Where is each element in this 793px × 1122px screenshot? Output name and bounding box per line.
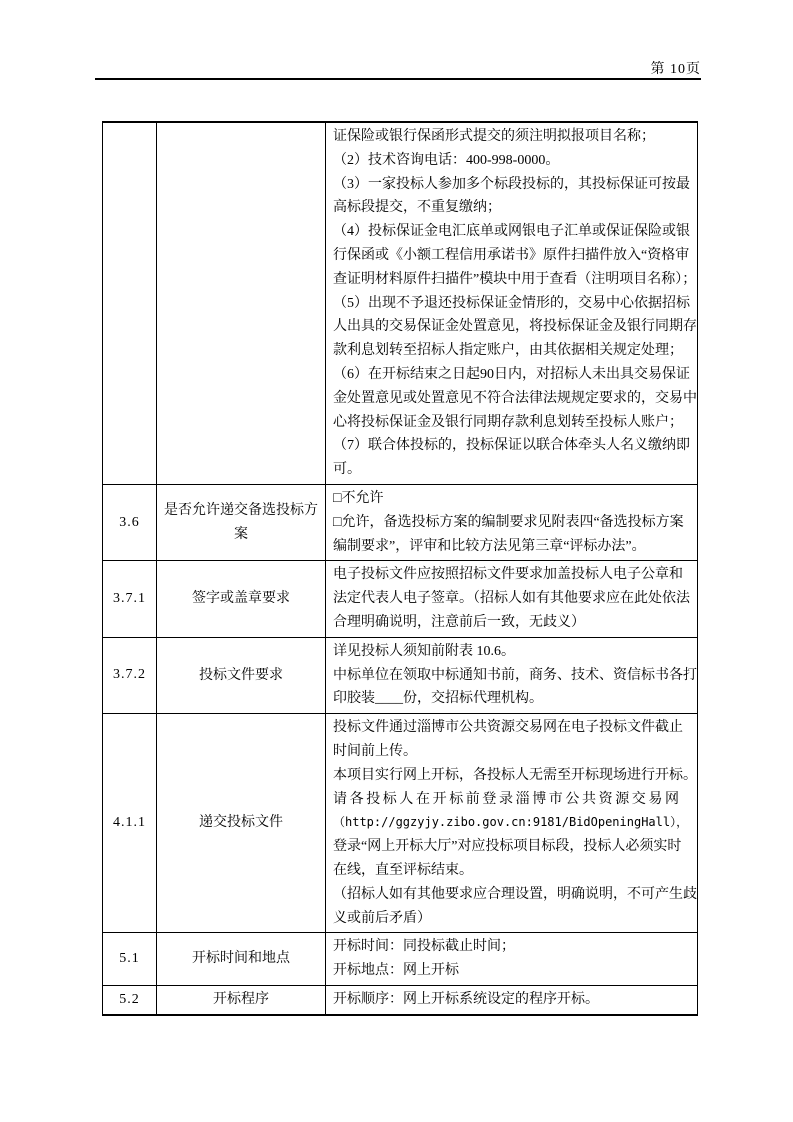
table-row [103, 560, 697, 636]
text-line: 在线，直至评标结束。 [333, 862, 473, 878]
header-rule [95, 78, 701, 80]
text-line: 投标文件通过淄博市公共资源交易网在电子投标文件截止 [333, 720, 683, 736]
text-line: 开标地点：网上开标 [333, 963, 459, 979]
text-line: 法定代表人电子签章。（招标人如有其他要求应在此处依法 [333, 591, 690, 607]
row-label: 签字或盖章要求 [157, 561, 326, 636]
text-line: 电子投标文件应按照招标文件要求加盖投标人电子公章和 [333, 567, 683, 583]
text-line: 合理明确说明，注意前后一致，无歧义） [333, 614, 585, 630]
text-line: （http://ggzyjy.zibo.gov.cn:9181/BidOpeningHall）， [333, 815, 689, 830]
text-line: 查证明材料原件扫描件”模块中用于查看（注明项目名称）； [333, 271, 697, 287]
checkbox-option-line: □允许，备选投标方案的编制要求见附表四“备选投标方案 [333, 514, 684, 530]
row-number: 5.1 [103, 933, 157, 985]
text-line: 请各投标人在开标前登录淄博市公共资源交易网 [333, 791, 682, 807]
row-label: 递交投标文件 [157, 714, 326, 932]
row-number: 4.1.1 [103, 714, 157, 932]
text-line: 高标段提交，不重复缴纳； [333, 200, 501, 216]
text-line: 证保险或银行保函形式提交的须注明拟报项目名称； [333, 129, 655, 144]
text-line: 编制要求”，评审和比较方法见第三章“评标办法”。 [333, 538, 646, 554]
row-content [326, 485, 697, 560]
text-line: 详见投标人须知前附表 10.6。 [333, 643, 515, 659]
row-content [326, 986, 697, 1014]
page-number: 第 10页 [650, 62, 701, 77]
text-line: 义或前后矛盾） [333, 910, 431, 926]
row-content [326, 123, 697, 484]
table-row [103, 123, 697, 484]
text-line: 开标时间：同投标截止时间； [333, 939, 515, 955]
text-line: 心将投标保证金及银行同期存款利息划转至投标人账户； [333, 414, 683, 430]
row-label: 开标时间和地点 [157, 933, 326, 985]
text-line: 印胶装____份，交招标代理机构。 [333, 691, 543, 707]
text-line: 本项目实行网上开标，各投标人无需至开标现场进行开标。 [333, 767, 697, 783]
text-line: （4）投标保证金电汇底单或网银电子汇单或保证保险或银 [333, 224, 690, 240]
text-line: 人出具的交易保证金处置意见，将投标保证金及银行同期存 [333, 319, 697, 335]
text-line: 登录“网上开标大厅”对应投标项目标段，投标人必须实时 [333, 839, 682, 855]
text-line: 款利息划转至招标人指定账户，由其依据相关规定处理； [333, 343, 683, 359]
text-line: （5）出现不予退还投标保证金情形的，交易中心依据招标 [333, 295, 690, 311]
text-line: 行保函或《小额工程信用承诺书》原件扫描件放入“资格审 [333, 247, 690, 263]
table-row [103, 932, 697, 985]
row-label: 投标文件要求 [157, 638, 326, 713]
row-number [103, 123, 157, 484]
table-row [103, 985, 697, 1014]
table-row [103, 713, 697, 932]
row-number: 3.7.1 [103, 561, 157, 636]
row-label: 是否允许递交备选投标方案 [157, 485, 326, 560]
text-line: 可。 [333, 462, 361, 478]
row-label: 开标程序 [157, 986, 326, 1014]
table-row [103, 484, 697, 560]
text-line: （3）一家投标人参加多个标段投标的，其投标保证可按最 [333, 176, 690, 192]
row-content [326, 561, 697, 636]
row-label [157, 123, 326, 484]
row-number: 3.7.2 [103, 638, 157, 713]
table-row [103, 637, 697, 713]
text-line: 开标顺序：网上开标系统设定的程序开标。 [333, 991, 599, 1007]
row-content [326, 714, 697, 932]
text-line: （7）联合体投标的，投标保证以联合体牵头人名义缴纳即 [333, 438, 690, 454]
text-line: 时间前上传。 [333, 743, 417, 759]
page-header [95, 58, 701, 78]
text-line: （6）在开标结束之日起90日内，对招标人未出具交易保证 [333, 366, 690, 382]
row-number: 3.6 [103, 485, 157, 560]
text-line: （2）技术咨询电话：400-998-0000。 [333, 152, 560, 168]
row-content [326, 933, 697, 985]
row-number: 5.2 [103, 986, 157, 1014]
text-line: （招标人如有其他要求应合理设置，明确说明，不可产生歧 [333, 886, 697, 902]
text-line: 中标单位在领取中标通知书前，商务、技术、资信标书各打 [333, 667, 697, 683]
notice-table [102, 121, 698, 1016]
checkbox-option-line: □不允许 [333, 490, 384, 506]
row-content [326, 638, 697, 713]
text-line: 金处置意见或处置意见不符合法律法规规定要求的，交易中 [333, 390, 697, 406]
